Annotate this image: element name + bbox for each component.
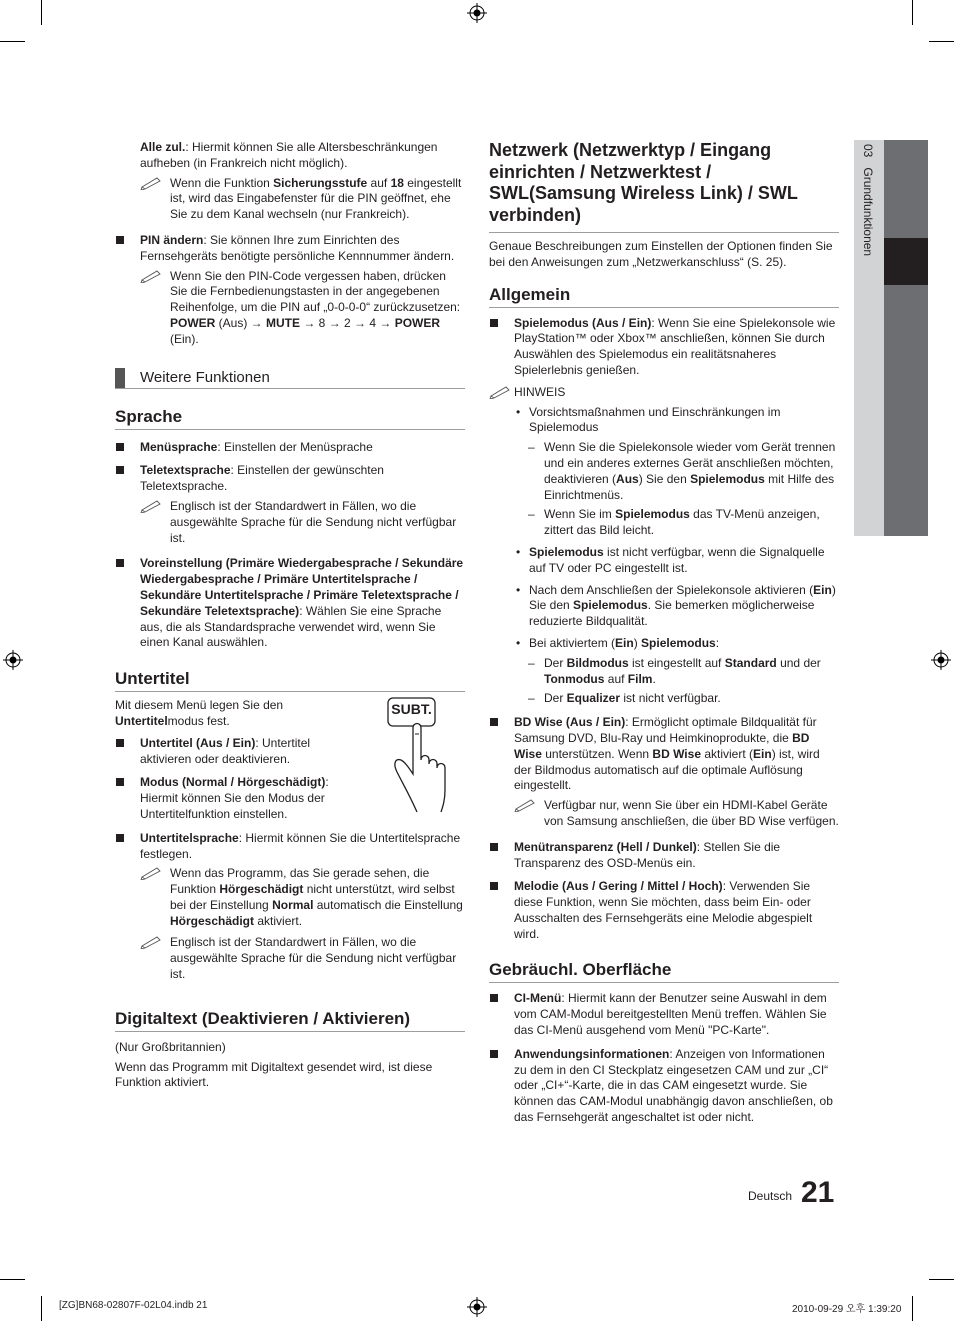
- bd-wise-item: BD Wise (Aus / Ein): Ermöglicht optimale Bildqualität für Samsung DVD, Blu-Ray und Heimkinoprodukte, die BD Wise unterstützen. Wenn BD Wise aktiviert (Ein) ist, wird der Bildmodus automatisch auf die optimale Auflösung eingestellt.: [489, 715, 839, 794]
- list-item: – Der Bildmodus ist eingestellt auf Standard und der Tonmodus auf Film.: [528, 655, 821, 686]
- pin-item: PIN ändern: Sie können Ihre zum Einrichten des Fernsehgeräts benötigte persönliche Kennnummer ändern.: [115, 233, 465, 265]
- subt-button-label: SUBT.: [391, 701, 432, 718]
- list-item: – Wenn Sie die Spielekonsole wieder vom Gerät trennen und ein anderes externes Gerät anschließen möchten, deaktivieren (Aus) Sie den Spielemodus mit Hilfe des Einrichtmenüs.: [528, 440, 836, 502]
- untertitel-intro: Mit diesem Menü legen Sie den Untertitelmodus fest.: [115, 698, 284, 728]
- note: Wenn das Programm, das Sie gerade sehen, die Funktion Hörgeschädigt nicht unterstützt, wird selbst bei der Einstellung Normal automatisch die Einstellung Hörgeschädigt aktiviert.: [140, 866, 465, 929]
- sprache-heading: Sprache: [115, 407, 465, 430]
- chapter-number: 03: [861, 144, 875, 158]
- menu-language-item: Menüsprache: Einstellen der Menüsprache: [115, 440, 465, 456]
- note-pencil-icon: [489, 385, 511, 399]
- page-number: 21: [801, 1176, 835, 1209]
- anwendungsinformationen-item: Anwendungsinformationen: Anzeigen von Informationen zu dem in den CI Steckplatz eingesetzen CAM und zur „CI“ oder „CI+“-Karte, die in das CAM eingesetzt wurde. Sie können das CAM-Modul unabhängig davon anschließen, ob das Fernsehgerät angeschaltet ist oder nicht.: [489, 1047, 839, 1126]
- note-pencil-icon: [140, 499, 162, 513]
- untertitel-section: [115, 698, 465, 823]
- list-item: – Wenn Sie im Spielemodus das TV-Menü anzeigen, zittert das Bild leicht.: [528, 507, 820, 538]
- left-column: [115, 140, 465, 1091]
- print-file-info: [ZG]BN68-02807F-02L04.indb 21: [59, 1300, 208, 1311]
- chapter-label: Grundfunktionen: [861, 167, 875, 257]
- registration-mark-icon: [3, 650, 23, 670]
- untertitel-onoff-item: Untertitel (Aus / Ein): Untertitel aktivieren oder deaktivieren.: [115, 736, 320, 768]
- digitaltext-subnote: (Nur Großbritannien): [115, 1039, 226, 1054]
- footer-language: Deutsch: [748, 1189, 793, 1203]
- voreinstellung-item: Voreinstellung (Primäre Wiedergabesprache / Sekundäre Wiedergabesprache / Primäre Untertitelsprache / Sekundäre Untertitelsprache / Primäre Teletextsprache / Sekundäre Teletextsprache): Wählen Sie eine Sprache aus, die als Standardsprache verwendet wird, wenn Sie einen Kanal auswählen.: [115, 556, 465, 651]
- side-tab: [854, 140, 928, 536]
- note-pencil-icon: [140, 269, 162, 283]
- list-item: • Spielemodus ist nicht verfügbar, wenn die Signalquelle auf TV oder PC eingestellt ist.: [516, 544, 825, 575]
- weitere-funktionen-heading: Weitere Funktionen: [115, 368, 465, 389]
- untertitel-modus-item: Modus (Normal / Hörgeschädigt): Hiermit können Sie den Modus der Untertitelfunktion einstellen.: [115, 775, 335, 822]
- registration-mark-icon: [467, 3, 487, 23]
- ci-menu-item: CI-Menü: Hiermit kann der Benutzer seine Auswahl in dem vom CAM-Modul bereitgestellten Menü treffen. Wählen Sie das CI-Menü ausgehend vom Menü "PC-Karte".: [489, 991, 839, 1038]
- menutransparenz-item: Menütransparenz (Hell / Dunkel): Stellen Sie die Transparenz des OSD-Menüs ein.: [489, 840, 839, 872]
- hinweis-label: HINWEIS: [489, 385, 839, 401]
- digitaltext-description: Wenn das Programm mit Digitaltext gesendet wird, ist diese Funktion aktiviert.: [115, 1059, 433, 1090]
- list-item: • Nach dem Anschließen der Spielekonsole aktivieren (Ein) Sie den Spielemodus. Sie bemerken möglicherweise reduzierte Bildqualität.: [516, 582, 836, 629]
- hinweis-list: [489, 405, 839, 708]
- spielemodus-item: Spielemodus (Aus / Ein): Wenn Sie eine Spielekonsole wie PlayStation™ oder Xbox™ anschließen, können Sie durch Auswählen des Spielemodus ein realitätsnaheres Spielerlebnis genießen.: [489, 316, 839, 379]
- print-date: 2010-09-29 오후 1:39:20: [792, 1304, 902, 1315]
- list-item: – Der Equalizer ist nicht verfügbar.: [528, 691, 721, 706]
- netzwerk-description: Genaue Beschreibungen zum Einstellen der Optionen finden Sie bei den Anweisungen zum „Netzwerkanschluss“ (S. 25).: [489, 239, 833, 269]
- note-pencil-icon: [140, 176, 162, 190]
- note-pencil-icon: [514, 798, 536, 812]
- untertitelsprache-item: Untertitelsprache: Hiermit können Sie die Untertitelsprache festlegen.: [115, 831, 465, 863]
- note-pencil-icon: [140, 866, 162, 880]
- list-item: • Vorsichtsmaßnahmen und Einschränkungen im Spielemodus: [516, 404, 781, 435]
- note: Englisch ist der Standardwert in Fällen, wo die ausgewählte Sprache für die Sendung nicht verfügbar ist.: [140, 499, 465, 546]
- note-pencil-icon: [140, 935, 162, 949]
- digitaltext-heading: Digitaltext (Deaktivieren / Aktivieren): [115, 1009, 465, 1032]
- note: Verfügbar nur, wenn Sie über ein HDMI-Kabel Geräte von Samsung anschließen, die über BD Wise verfügen.: [514, 798, 839, 830]
- allgemein-heading: Allgemein: [489, 285, 839, 308]
- registration-mark-icon: [467, 1297, 487, 1317]
- right-column: [489, 140, 839, 1126]
- note: Wenn Sie den PIN-Code vergessen haben, drücken Sie die Fernbedienungstasten in der angegebenen Reihenfolge, um die PIN auf „0-0-0-0“ zurückzusetzen: POWER (Aus) → MUTE → 8 → 2 → 4 → POWER (Ein).: [140, 269, 465, 348]
- registration-mark-icon: [931, 650, 951, 670]
- note: Wenn die Funktion Sicherungsstufe auf 18 eingestellt ist, wird das Eingabefenster für die PIN geöffnet, ehe Sie zu dem Kanal wechseln (nur Frankreich).: [140, 176, 465, 223]
- netzwerk-heading: Netzwerk (Netzwerktyp / Eingang einrichten / Netzwerktest / SWL(Samsung Wireless Link) / SWL verbinden): [489, 140, 839, 233]
- untertitel-heading: Untertitel: [115, 669, 465, 692]
- alle-zul-item: Alle zul.: Hiermit können Sie alle Altersbeschränkungen aufheben (in Frankreich nicht möglich).: [140, 140, 438, 170]
- list-item: • Bei aktiviertem (Ein) Spielemodus:: [516, 635, 720, 650]
- gebraeuchl-oberflaeche-heading: Gebräuchl. Oberfläche: [489, 960, 839, 983]
- melodie-item: Melodie (Aus / Gering / Mittel / Hoch): Verwenden Sie diese Funktion, wenn Sie möchten, dass beim Ein- oder Ausschalten des Fernsehgeräts eine Melodie abgespielt wird.: [489, 879, 839, 942]
- teletext-language-item: Teletextsprache: Einstellen der gewünschten Teletextsprache.: [115, 463, 465, 495]
- note: Englisch ist der Standardwert in Fällen, wo die ausgewählte Sprache für die Sendung nicht verfügbar ist.: [140, 935, 465, 982]
